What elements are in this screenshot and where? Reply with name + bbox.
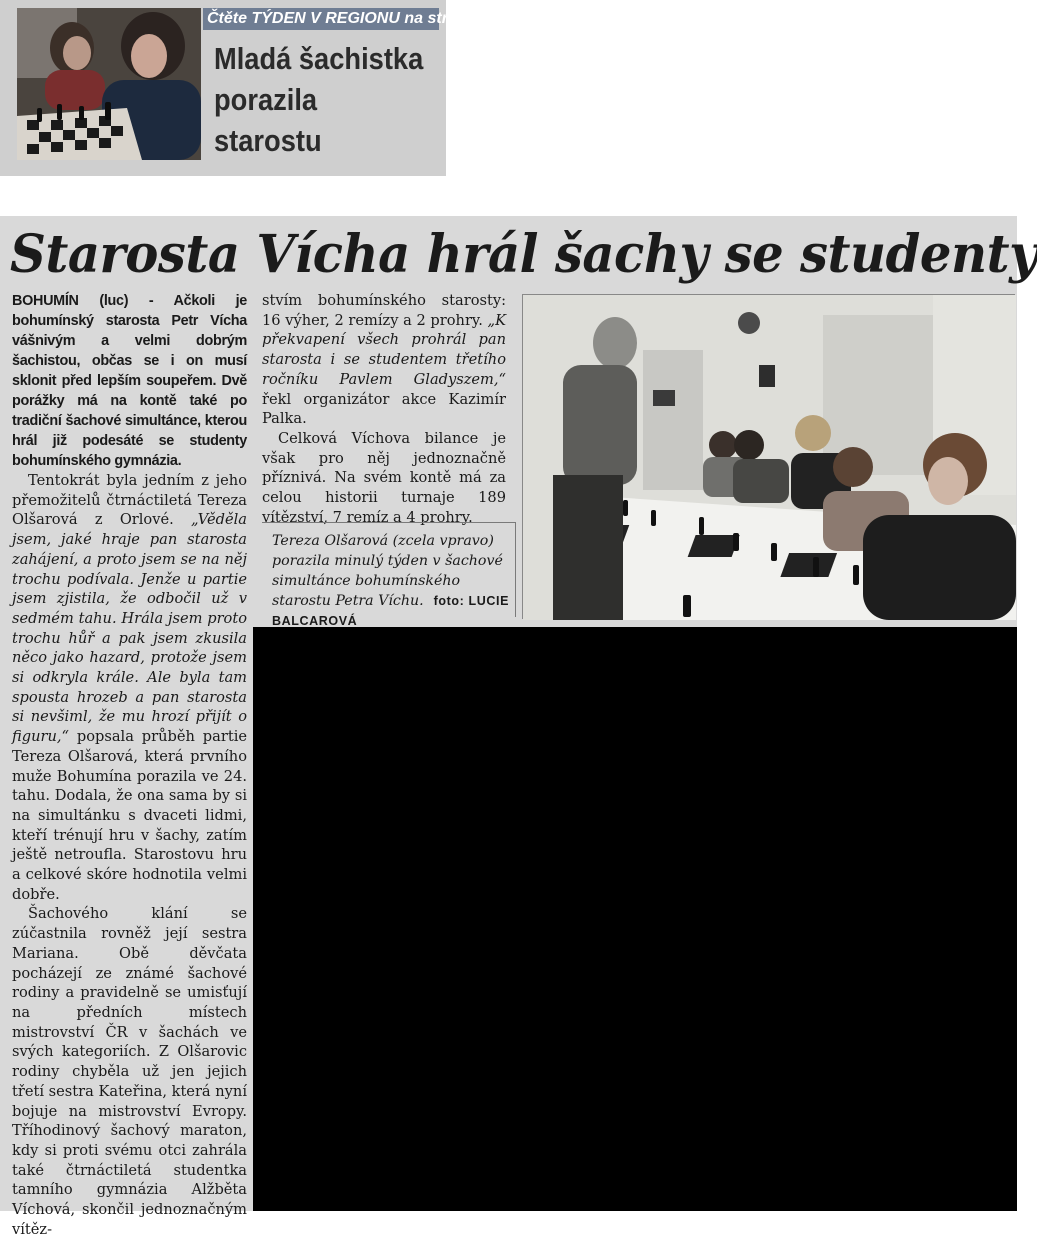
teaser-photo-illustration <box>17 8 201 160</box>
caption-text: Tereza Olšarová (zcela vpravo) porazila minulý týden v šachové simultánce bohumínského starostu Petra Víchu. <box>272 533 503 609</box>
teaser-headline-line: porazila <box>214 82 318 117</box>
article-headline: Starosta Vícha hrál šachy se studenty <box>10 224 1037 285</box>
article-photo-illustration <box>523 295 1016 620</box>
paragraph-text: stvím bohumínského starosty: 16 výher, 2 remízy a 2 prohry. <box>262 292 506 329</box>
article-photo-simultaneous-chess <box>522 294 1015 619</box>
article <box>0 216 1037 1238</box>
article-lead: BOHUMÍN (luc) - Ačkoli je bohumínský starosta Petr Vícha vášnivým a velmi dobrým šachistou, občas se i on musí sklonit před lepším soupeřem. Dvě porážky má na kontě také po tradiční šachové simultánce, kterou hrál již podesáté se studenty bohumínského gymnázia. <box>12 293 247 469</box>
article-paragraph: Šachového klání se zúčastnila rovněž její sestra Mariana. Obě děvčata pocházejí ze známé šachové rodiny a pravidelně se umisťují na předních místech mistrovství ČR v šachách ve svých kategoriích. Z Olšarovic rodiny chyběla už jen jejich třetí sestra Kateřina, která nyní bojuje na mistrovství Evropy. Tříhodinový šachový maraton, kdy si proti svému otci zahrála také čtrnáctiletá studentka tamního gymnázia Alžběta Víchová, skončil jednoznačným vítěz- <box>12 905 247 1238</box>
quote-text: „Věděla jsem, jaké hraje pan starosta zahájení, a proto jsem se na něj trochu podívala. Jenže u partie jsem zjistila, že odbočil už v sedmém tahu. Hrála jsem proto trochu hůř a pak jsem zkusila něco jako hazard, protože jsem si odkryla krále. Ale byla tam spousta hrozeb a pan starosta si nevšiml, že mu hrozí přijít o figuru,“ <box>12 511 247 746</box>
teaser-clipping <box>0 0 470 176</box>
teaser-headline-line: Mladá šachistka <box>214 41 424 76</box>
blank-black-area <box>253 627 1017 1211</box>
article-paragraph: Celková Víchova bilance je však pro něj jednoznačně příznivá. Na svém kontě má za celou historii turnaje 189 vítězství, 7 remíz a 4 prohry. <box>262 429 506 526</box>
article-column-1 <box>12 291 247 1239</box>
paragraph-text: řekl organizátor akce Kazimír Palka. <box>262 390 506 428</box>
paragraph-text: popsala průběh partie Tereza Olšarová, která prvního muže Bohumína porazila ve 24. tahu. Dodala, že ona sama by si na simultánku s dvaceti lidmi, kteří trénují hru v šachy, zatím ještě netroufla. Starostovu hru a celkové skóre hodnotila velmi dobře. <box>12 728 247 903</box>
teaser-headline <box>214 38 424 161</box>
teaser-headline-line: starostu <box>214 123 322 158</box>
quote-text: „K překvapení všech prohrál pan starosta i se studentem třetího ročníku Pavlem Gladyszem,“ <box>262 311 506 388</box>
photo-credit: foto: LUCIE BALCAROVÁ <box>272 594 510 628</box>
photo-caption-box <box>262 522 516 628</box>
article-column-2 <box>262 291 506 527</box>
photo-caption <box>272 531 509 631</box>
paragraph-text: Tentokrát byla jedním z jeho přemožitelů čtrnáctiletá Tereza Olšarová z Orlové. <box>12 472 247 529</box>
teaser-photo-chess-players <box>17 8 201 160</box>
teaser-banner: Čtěte TÝDEN V REGIONU na str. 3. <box>203 8 439 30</box>
article-paragraph <box>12 471 247 904</box>
article-paragraph <box>262 291 506 429</box>
